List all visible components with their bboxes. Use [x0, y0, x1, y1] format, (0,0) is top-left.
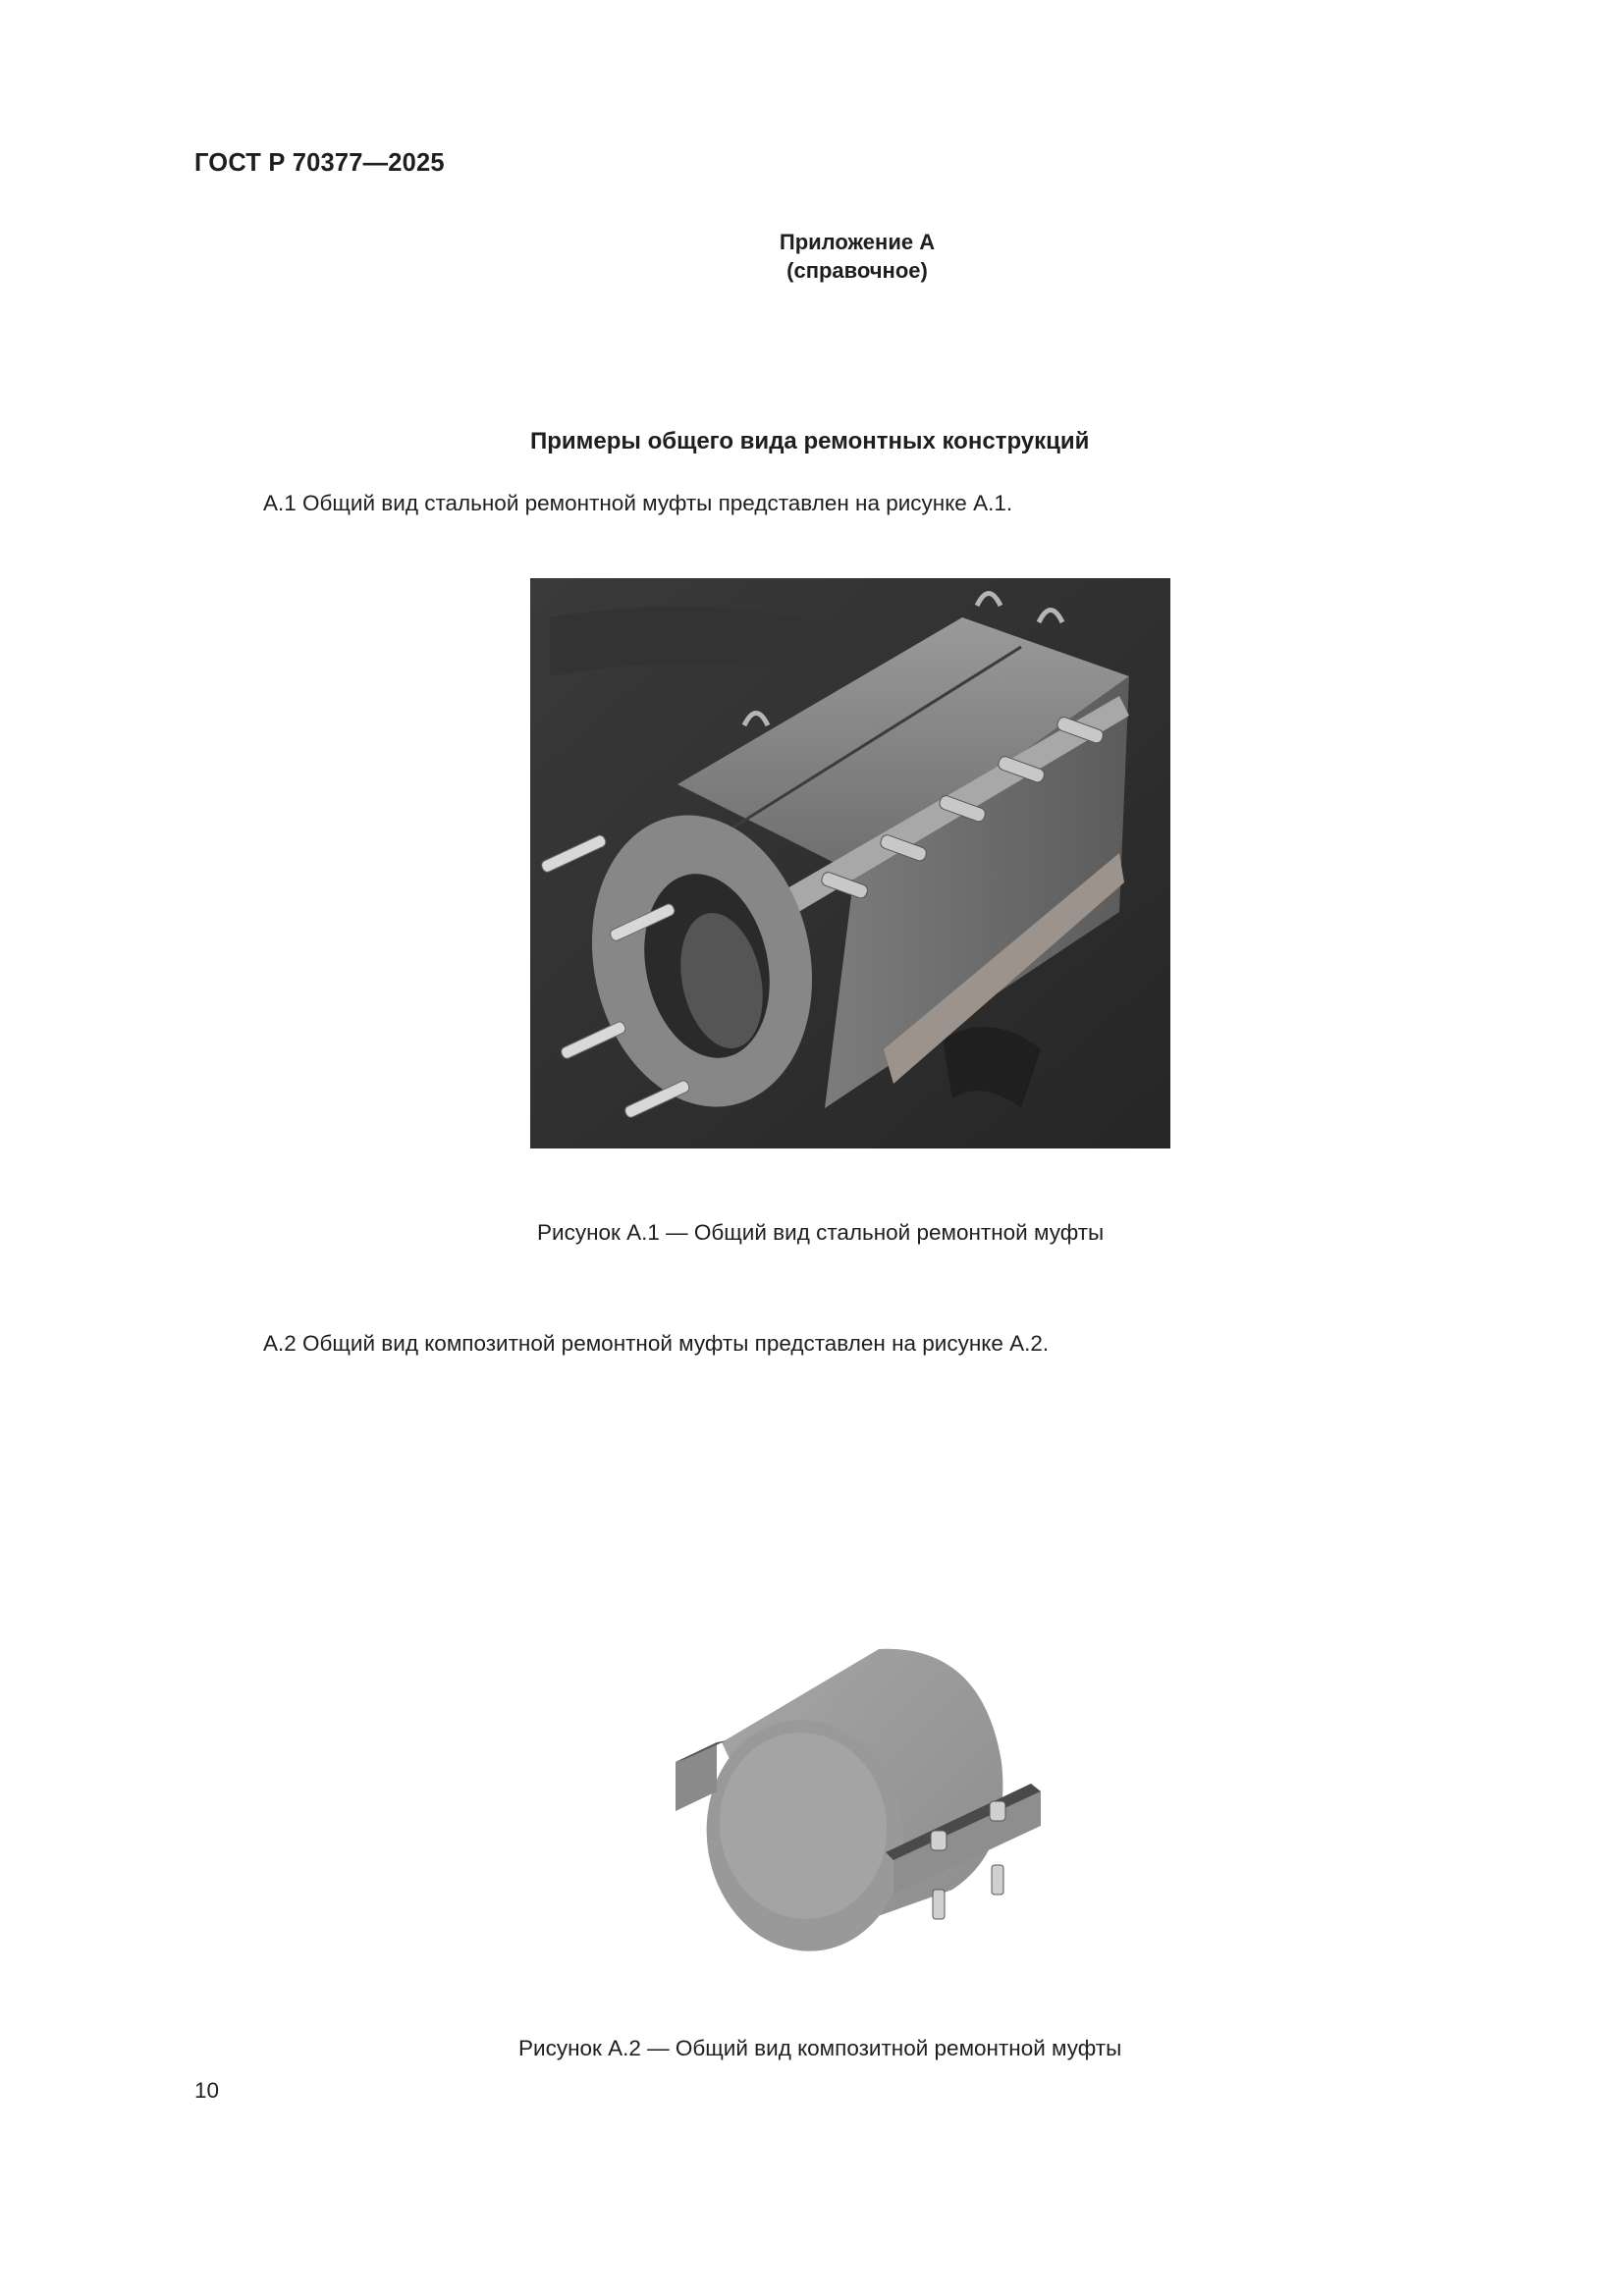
figure-a1-steel-repair-sleeve — [530, 578, 1170, 1148]
figure-a1-caption: Рисунок А.1 — Общий вид стальной ремонтной муфты — [537, 1220, 1105, 1245]
page-number: 10 — [194, 2078, 220, 2103]
figure-a2-composite-repair-sleeve — [658, 1625, 1051, 1963]
annex-status: (справочное) — [786, 258, 928, 283]
steel-repair-sleeve-photo-icon — [530, 578, 1170, 1148]
paragraph-a1: А.1 Общий вид стальной ремонтной муфты представлен на рисунке А.1. — [263, 491, 1013, 515]
paragraph-a2: А.2 Общий вид композитной ремонтной муфты представлен на рисунке А.2. — [263, 1331, 1050, 1356]
annex-title: Приложение А — [779, 230, 936, 254]
document-code-header: ГОСТ Р 70377—2025 — [194, 147, 445, 177]
composite-repair-sleeve-render-icon — [658, 1625, 1051, 1963]
figure-a2-caption: Рисунок А.2 — Общий вид композитной ремонтной муфты — [518, 2036, 1122, 2060]
annex-heading — [687, 228, 1027, 285]
section-title: Примеры общего вида ремонтных конструкций — [530, 428, 1090, 454]
